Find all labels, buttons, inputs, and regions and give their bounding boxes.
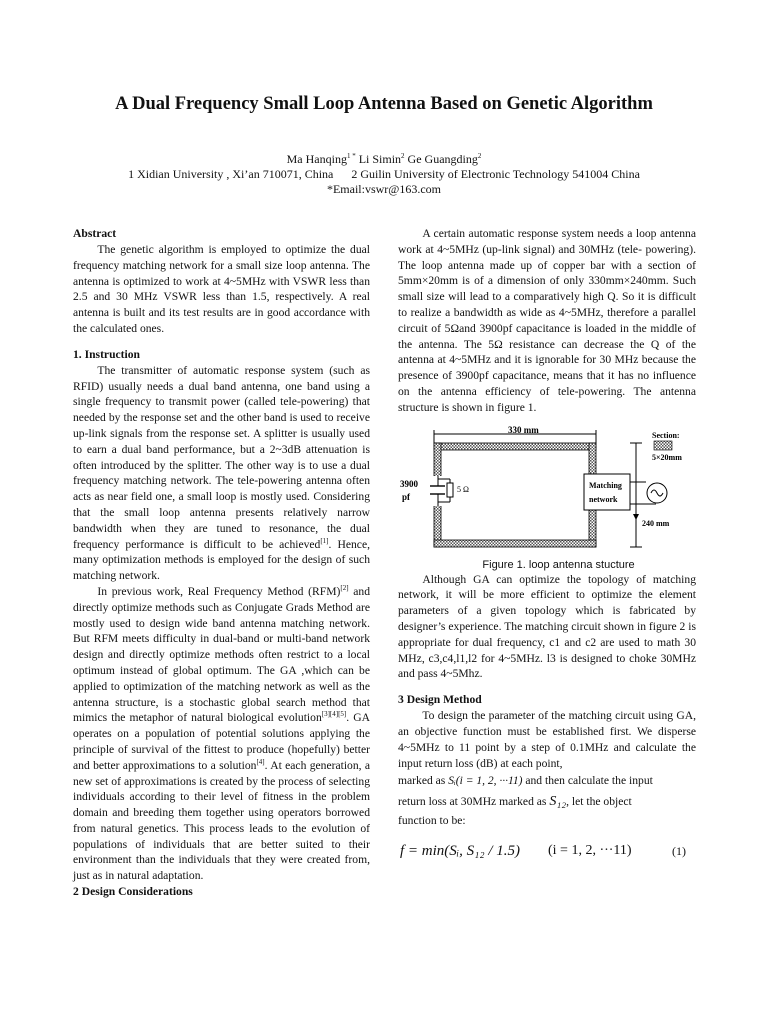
height-label: 240 mm [642,518,670,528]
resistor-label: 5 Ω [457,484,469,494]
inline-equation-s12: S₁₂ [549,794,567,810]
figure-1-caption: Figure 1. loop antenna stucture [482,558,635,571]
section-1-paragraph-1: The transmitter of automatic response system (such as RFID) usually needs a dual band antenna, one band using a single frequency to transmit power (called tele-powering) that needed by the response set and the other band is used to receive up-link signals from the response set. A splitter is usually used to earn a dual band performance, but a 2~3dB attenuation is often introduced by the splitter. The other way is to use a dual frequency matching network. The tele-powering antenna often acts as near field one, a small loop is mostly used. Considering that the small loop antenna presents relatively narrow bandwidth when they are tuned to resonance, the dual frequency performance is difficult to be achieved[1]. Hence, many optimization methods is employed for the design of such matching network. [73,363,370,583]
author-3: Ge Guangding [404,152,478,166]
paper-title: A Dual Frequency Small Loop Antenna Based on Genetic Algorithm [115,94,653,114]
author-1: Ma Hanqing [286,152,347,166]
section-size-label: 5×20mm [652,452,682,462]
citation: [4] [256,757,265,766]
equation-1-number: (1) [672,844,686,859]
left-column [73,226,370,900]
citation: [3][4][5] [321,710,347,719]
right-column [398,226,696,865]
section-3-paragraph-4: function to be: [398,814,466,828]
section-1-paragraph-2: In previous work, Real Frequency Method (RFM)[2] and directly optimize methods such as Conjugate Grads Method are mostly used to design wide band antenna matching network. But RFM meets difficulty in dual-band or multi-band network design and directly optimize methods often restrict to a local optimum instead of global optimum. The GA ,which can be applied to optimization of the matching network as well as the antenna structure, is a stochastic global search method that mimics the metaphor of natural biological evolution[3][4][5]. GA operates on a population of potential solutions applying the principle of survival of the fittest to produce (hopefully) better and better approximations to a solution[4]. At each generation, a new set of approximations is created by the process of selecting individuals according to their level of fitness in the problem domain and breeding them together using operators borrowed from natural genetics. This process leads to the evolution of populations of individuals that are better suited to their environment than the individuals that they were created from, just as in natural adaptation. [73,584,371,883]
abstract-text: The genetic algorithm is employed to optimize the dual frequency matching network for a small size loop antenna. The antenna is optimized to work at 4~5MHz with VSWR less than 2.5 and 30 MHz VSWR less than 1.5, respectively. A real antenna is built and its test results are in good accordance with the calculated ones. [73,243,370,335]
section-2-paragraph-2: Although GA can optimize the topology of matching network, it will be more efficient to optimize the element parameters of a given topology which is fabricated by designer’s experience. The matching circuit shown in figure 2 is appropriate for dual frequency, c1 and c2 are used to math 30 MHz, c3,c4,l1,l2 for 4~5MHz. l3 is designed to choke 30MHz and pass 4~5Mhz. [398,572,696,681]
section-label: Section: [652,430,680,440]
loop-bottom-bar [434,540,596,547]
inline-equation-si: Sᵢ(i = 1, 2, ···11) [448,775,523,788]
author-block [40,152,728,197]
section-3-paragraph-1: To design the parameter of the matching circuit using GA, an objective function must be established first. We disperse 4~5MHz to 11 point by a step of 0.1MHz and calculate the input return loss (dB) at each point, [398,709,696,770]
author-2-sup: 2 [401,152,405,160]
section-3-paragraph-3: return loss at 30MHz marked as S₁₂, let the object [398,794,632,810]
author-2: Li Simin [355,152,402,166]
matching-network-box [584,474,630,510]
abstract-heading: Abstract [73,227,117,240]
section-swatch [654,441,672,450]
section-3-heading: 3 Design Method [398,693,482,707]
author-names [40,152,728,167]
email: *Email:vswr@163.com [326,182,442,196]
section-3-paragraph-2: marked as Sᵢ(i = 1, 2, ···11) and then calculate the input [398,774,653,788]
author-1-sup: 1 * [346,152,356,160]
section-2-heading: 2 Design Considerations [73,885,193,899]
citation: [1] [320,536,329,545]
citation: [2] [340,584,349,593]
loop-top-bar [434,443,596,450]
figure-1 [398,424,696,558]
network-label: network [589,494,618,504]
author-3-sup: 2 [477,152,482,160]
matching-label: Matching [589,480,622,490]
affiliations: 1 Xidian University , Xi’an 710071, China 2 Guilin University of Electronic Technology 541004 China [128,167,640,181]
loop-antenna-diagram [398,424,696,558]
section-1-heading: 1. Instruction [73,347,140,361]
resistor [447,483,453,497]
capacitor-value-label: 3900 [400,478,418,489]
capacitor-unit-label: pf [402,491,411,502]
width-label: 330 mm [508,424,539,435]
equation-1-body: f = min(Sᵢ, S₁₂ / 1.5) [400,843,520,860]
section-2-paragraph-1: A certain automatic response system needs a loop antenna work at 4~5MHz (up-link signal) and 30MHz (tele- powering). The loop antenna made up of copper bar with a section of 5mm×20mm is of a dimension of only 330mm×240mm. Such small size will lead to a comparatively high Q. So it is difficult to realize a bandwidth as wide as 4~5MHz, therefore a parallel circuit of 5Ωand 3900pf capacitance is loaded in the middle of the antenna. The 5Ω resistance can decrease the Q of the antenna at 4~5MHz and it is ignorable for 30 MHz because the presence of 3900pf capacitance, means that it has no influence on the antenna efficiency of tele-powering. The antenna structure is shown in figure 1. [398,227,696,414]
equation-1-condition: (i = 1, 2, ···11) [548,843,632,859]
equation-1 [398,837,696,865]
